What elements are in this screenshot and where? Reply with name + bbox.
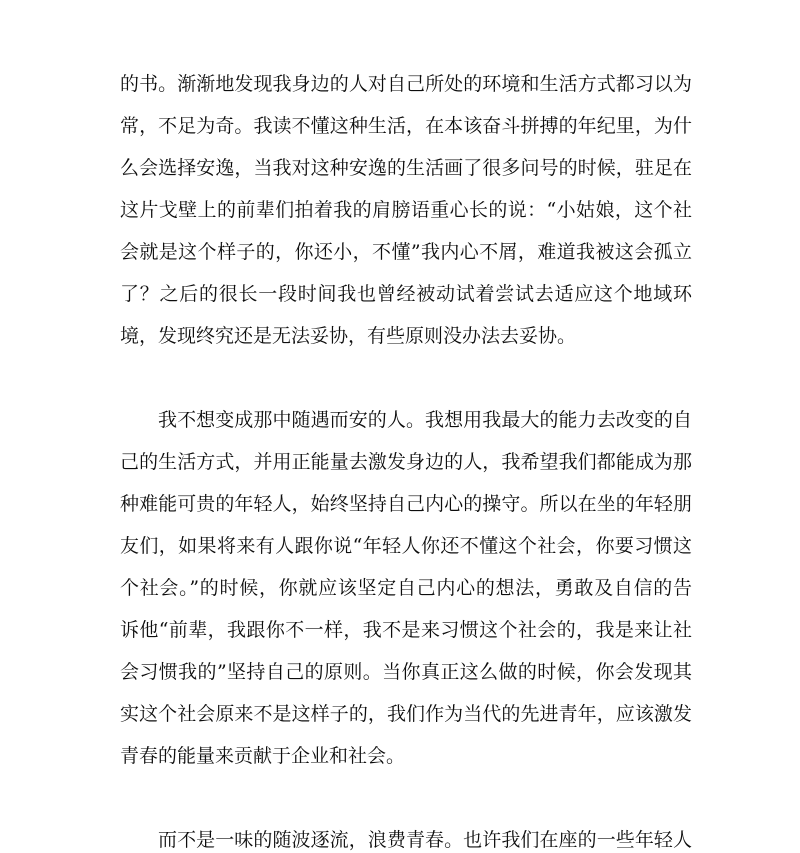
text-line: 常，不足为奇。我读不懂这种生活，在本该奋斗拼搏的年纪里，为什 [120,115,692,137]
paragraph-2 [120,408,692,768]
document-body [120,72,692,852]
text-line: 青春的能量来贡献于企业和社会。 [120,745,406,767]
text-line: 而不是一味的随波逐流，浪费青春。也许我们在座的一些年轻人 [158,829,692,851]
text-line: 己的生活方式，并用正能量去激发身边的人，我希望我们都能成为那 [120,451,692,473]
text-line: 境，发现终究还是无法妥协，有些原则没办法去妥协。 [120,325,577,347]
text-line: 个社会。”的时候，你就应该坚定自己内心的想法，勇敢及自信的告 [120,577,692,599]
paragraph-3 [120,828,692,852]
text-line: 实这个社会原来不是这样子的，我们作为当代的先进青年，应该激发 [120,703,692,725]
text-line: 种难能可贵的年轻人，始终坚持自己内心的操守。所以在坐的年轻朋 [120,493,692,515]
text-line: 友们，如果将来有人跟你说“年轻人你还不懂这个社会，你要习惯这 [120,535,692,557]
text-line: 这片戈壁上的前辈们拍着我的肩膀语重心长的说：“小姑娘，这个社 [120,199,692,221]
text-line: 了？之后的很长一段时间我也曾经被动试着尝试去适应这个地域环 [120,283,692,305]
paragraph-1 [120,72,692,348]
text-line: 我不想变成那中随遇而安的人。我想用我最大的能力去改变的自 [158,409,692,431]
text-line: 会习惯我的”坚持自己的原则。当你真正这么做的时候，你会发现其 [120,661,692,683]
text-line: 诉他“前辈，我跟你不一样，我不是来习惯这个社会的，我是来让社 [120,619,692,641]
text-line: 会就是这个样子的，你还小，不懂”我内心不屑，难道我被这会孤立 [120,241,692,263]
text-line: 的书。渐渐地发现我身边的人对自己所处的环境和生活方式都习以为 [120,73,692,95]
text-line: 么会选择安逸，当我对这种安逸的生活画了很多问号的时候，驻足在 [120,157,692,179]
